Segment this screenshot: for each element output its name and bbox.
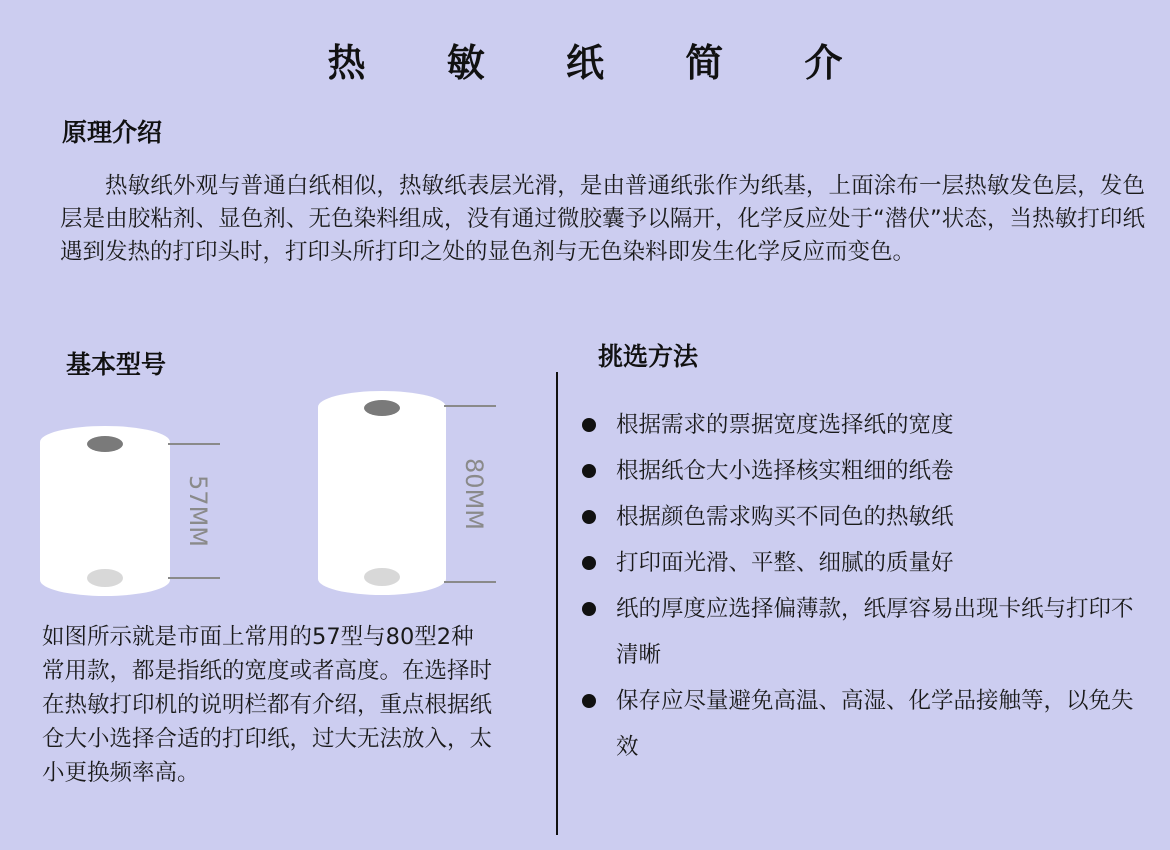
size-label-80: 80MM: [460, 458, 488, 530]
roll-80mm: [318, 391, 496, 595]
roll-core-top: [87, 436, 123, 452]
list-item: [580, 678, 1150, 770]
bullet-dot-icon: [582, 464, 596, 478]
size-label-57: 57MM: [184, 475, 212, 547]
list-item: [580, 402, 1150, 448]
bullet-dot-icon: [582, 556, 596, 570]
roll-core-top: [364, 400, 400, 416]
models-description: 如图所示就是市面上常用的57型与80型2种常用款，都是指纸的宽度或者高度。在选择时在热敏打印机的说明栏都有介绍，重点根据纸仓大小选择合适的打印纸，过大无法放入，太小更换频率高。: [42, 624, 493, 786]
list-item-text: 打印面光滑、平整、细腻的质量好: [616, 550, 954, 576]
selection-heading: 挑选方法: [598, 342, 699, 371]
selection-list: [580, 402, 1150, 770]
roll-57mm: [40, 426, 220, 596]
list-item-text: 纸的厚度应选择偏薄款，纸厚容易出现卡纸与打印不清晰: [616, 596, 1134, 668]
bullet-dot-icon: [582, 694, 596, 708]
paper-roll-illustration: [0, 380, 520, 600]
roll-core-bottom: [364, 568, 400, 586]
models-heading: 基本型号: [66, 350, 167, 379]
page-title: 热 敏 纸 简 介: [327, 41, 877, 85]
list-item: [580, 494, 1150, 540]
list-item: [580, 586, 1150, 678]
principle-heading: 原理介绍: [62, 118, 163, 147]
list-item-text: 根据颜色需求购买不同色的热敏纸: [616, 504, 954, 530]
roll-core-bottom: [87, 569, 123, 587]
list-item: [580, 540, 1150, 586]
list-item-text: 保存应尽量避免高温、高湿、化学品接触等，以免失效: [616, 688, 1134, 760]
bullet-dot-icon: [582, 418, 596, 432]
column-divider: [556, 372, 558, 835]
bullet-dot-icon: [582, 510, 596, 524]
list-item-text: 根据需求的票据宽度选择纸的宽度: [616, 412, 954, 438]
bullet-dot-icon: [582, 602, 596, 616]
list-item: [580, 448, 1150, 494]
list-item-text: 根据纸仓大小选择核实粗细的纸卷: [616, 458, 954, 484]
principle-text: 热敏纸外观与普通白纸相似，热敏纸表层光滑，是由普通纸张作为纸基，上面涂布一层热敏发色层，发色层是由胶粘剂、显色剂、无色染料组成，没有通过微胶囊予以隔开，化学反应处于“潜伏”状态，当热敏打印纸遇到发热的打印头时，打印头所打印之处的显色剂与无色染料即发生化学反应而变色。: [60, 173, 1145, 265]
